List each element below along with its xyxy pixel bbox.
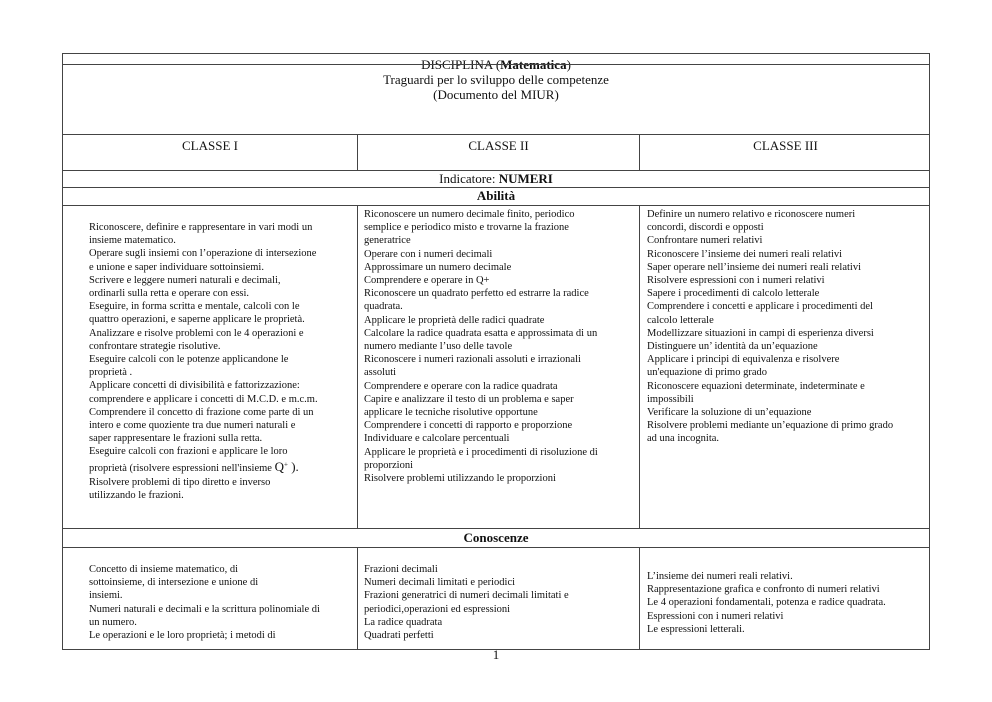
- abilita-col-3: [647, 208, 893, 446]
- text-line: calcolo letterale: [647, 314, 714, 326]
- indicator-name: NUMERI: [498, 171, 553, 186]
- q-plus-line: proprietà (risolvere espressioni nell'insieme Q+ ).: [89, 458, 299, 474]
- column-divider: [639, 205, 640, 528]
- text-line: Analizzare e risolve problemi con le 4 operazioni e: [89, 327, 304, 339]
- rule: [63, 64, 929, 65]
- abilita-col-2: [364, 208, 598, 485]
- text-line: periodici,operazioni ed espressioni: [364, 603, 511, 615]
- text-line: Approssimare un numero decimale: [364, 261, 512, 273]
- q-set-symbol: Q: [274, 458, 284, 474]
- text-line: Definire un numero relativo e riconoscere numeri: [647, 209, 856, 220]
- text-line: Eseguire calcoli con frazioni e applicare le loro: [89, 446, 288, 458]
- column-divider: [357, 547, 358, 650]
- text-line: impossibili: [647, 393, 694, 405]
- text-line: Comprendere e operare in Q+: [364, 275, 490, 287]
- text-line: Applicare concetti di divisibilità e fattorizzazione:: [89, 380, 300, 392]
- text-line: un numero.: [89, 616, 137, 628]
- text-line: semplice e periodico misto e trovarne la frazione: [364, 222, 569, 234]
- text-line: Risolvere problemi di tipo diretto e inverso: [89, 476, 271, 488]
- text-line: Sapere i procedimenti di calcolo letterale: [647, 288, 820, 300]
- text-line: Le 4 operazioni fondamentali, potenza e radice quadrata.: [647, 597, 886, 609]
- text-line: Scrivere e leggere numeri naturali e decimali,: [89, 274, 281, 286]
- text-line: Calcolare la radice quadrata esatta e approssimata di un: [364, 327, 598, 339]
- text-line: Comprendere il concetto di frazione come parte di un: [89, 406, 314, 418]
- text-line: Quadrati perfetti: [364, 630, 434, 642]
- text-line: Applicare le proprietà e i procedimenti di risoluzione di: [364, 446, 598, 458]
- text-line: Distinguere un’ identità da un’equazione: [647, 341, 818, 353]
- doc-source: (Documento del MIUR): [433, 87, 559, 102]
- text-line: utilizzando le frazioni.: [89, 489, 184, 501]
- rule: [63, 528, 929, 529]
- class-1-header: CLASSE I: [182, 138, 238, 153]
- text-line: Riconoscere equazioni determinate, indeterminate e: [647, 380, 865, 392]
- class-3-header: CLASSE III: [753, 138, 818, 153]
- rule: [63, 547, 929, 548]
- text-line: Le operazioni e le loro proprietà; i metodi di: [89, 630, 276, 642]
- indicator-label: Indicatore: NUMERI: [439, 171, 553, 186]
- conoscenze-col-2: [364, 563, 569, 642]
- text-line: proprietà .: [89, 367, 133, 379]
- text-line: un'equazione di primo grado: [647, 367, 767, 379]
- text-line: e unione e saper individuare sottoinsiemi.: [89, 261, 264, 273]
- text-line: saper rappresentare le frazioni sulla retta.: [89, 433, 263, 445]
- abilita-title: Abilità: [476, 188, 516, 203]
- text-line: comprendere e applicare i concetti di M.C.D. e m.c.m.: [89, 393, 318, 405]
- text-line: Concetto di insieme matematico, di: [89, 564, 239, 575]
- text-line: numero mediante l’uso delle tavole: [364, 341, 513, 353]
- text-line: Riconoscere i numeri razionali assoluti e irrazionali: [364, 354, 581, 366]
- text-line: Individuare e calcolare percentuali: [364, 433, 510, 445]
- text-line: Risolvere espressioni con i numeri relativi: [647, 275, 825, 287]
- curriculum-table: [62, 53, 930, 650]
- discipline-title: DISCIPLINA (Matematica): [421, 57, 571, 72]
- text-line: Confrontare numeri relativi: [647, 235, 763, 247]
- text-line: L’insieme dei numeri reali relativi.: [647, 571, 793, 582]
- text-line: insiemi.: [89, 590, 123, 602]
- text-line: Eseguire calcoli con le potenze applicandone le: [89, 354, 289, 366]
- text-line: sottoinsieme, di intersezione e unione di: [89, 577, 259, 589]
- rule: [63, 205, 929, 206]
- text-line: ordinarli sulla retta e operare con essi.: [89, 288, 250, 300]
- text-line: Riconoscere un numero decimale finito, periodico: [364, 209, 575, 220]
- abilita-col-1: [89, 221, 318, 502]
- conoscenze-col-1: [89, 563, 320, 642]
- text-line: Rappresentazione grafica e confronto di numeri relativi: [647, 584, 880, 596]
- column-divider: [357, 205, 358, 528]
- text-line: Applicare le proprietà delle radici quadrate: [364, 314, 545, 326]
- column-divider: [639, 547, 640, 650]
- text-line: insieme matematico.: [89, 235, 176, 247]
- text-line: Frazioni generatrici di numeri decimali limitati e: [364, 590, 569, 602]
- text-line: ad una incognita.: [647, 433, 720, 445]
- text-line: Espressioni con i numeri relativi: [647, 610, 784, 622]
- text-line: Verificare la soluzione di un’equazione: [647, 407, 812, 419]
- text-line: Riconoscere l’insieme dei numeri reali relativi: [647, 248, 843, 260]
- rule: [63, 134, 929, 135]
- q-set-superscript: +: [283, 460, 288, 469]
- text-line: intero e come quoziente tra due numeri naturali e: [89, 420, 296, 432]
- text-line: generatrice: [364, 235, 411, 247]
- text-line: Comprendere i concetti e applicare i procedimenti del: [647, 301, 873, 313]
- text-line: concordi, discordi e opposti: [647, 222, 764, 234]
- text-line: Capire e analizzare il testo di un problema e saper: [364, 393, 574, 405]
- text-line: quattro operazioni, e saperne applicare le proprietà.: [89, 314, 305, 326]
- text-line: Numeri naturali e decimali e la scrittura polinomiale di: [89, 603, 320, 615]
- text-line: quadrata.: [364, 301, 403, 313]
- text-line: Riconoscere un quadrato perfetto ed estrarre la radice: [364, 288, 589, 300]
- text-line: Applicare i principi di equivalenza e risolvere: [647, 354, 840, 366]
- text-line: Risolvere problemi utilizzando le proporzioni: [364, 473, 556, 485]
- doc-subtitle: Traguardi per lo sviluppo delle competenze: [383, 72, 609, 87]
- text-line: Eseguire, in forma scritta e mentale, calcoli con le: [89, 301, 300, 313]
- conoscenze-title: Conoscenze: [463, 530, 529, 545]
- text-line: Operare sugli insiemi con l’operazione di intersezione: [89, 248, 317, 260]
- text-line: La radice quadrata: [364, 616, 443, 628]
- text-line: Numeri decimali limitati e periodici: [364, 577, 516, 589]
- text-line: Risolvere problemi mediante un’equazione di primo grado: [647, 420, 894, 432]
- text-line: Modellizzare situazioni in campi di esperienza diversi: [647, 327, 874, 339]
- text-line: applicare le tecniche risolutive opportune: [364, 407, 538, 419]
- discipline-name: Matematica: [500, 57, 567, 72]
- text-line: Operare con i numeri decimali: [364, 248, 493, 260]
- text-line: Frazioni decimali: [364, 564, 438, 575]
- page-number: 1: [492, 647, 500, 662]
- text-line: Comprendere e operare con la radice quadrata: [364, 380, 558, 392]
- conoscenze-col-3: [647, 570, 886, 636]
- text-line: Saper operare nell’insieme dei numeri reali relativi: [647, 261, 861, 273]
- text-line: confrontare strategie risolutive.: [89, 340, 221, 352]
- class-2-header: CLASSE II: [468, 138, 529, 153]
- text-line: assoluti: [364, 367, 397, 379]
- text-line: Riconoscere, definire e rappresentare in vari modi un: [89, 222, 313, 233]
- text-line: Le espressioni letterali.: [647, 623, 745, 635]
- text-line: Comprendere i concetti di rapporto e proporzione: [364, 420, 573, 432]
- text-line: proporzioni: [364, 459, 413, 471]
